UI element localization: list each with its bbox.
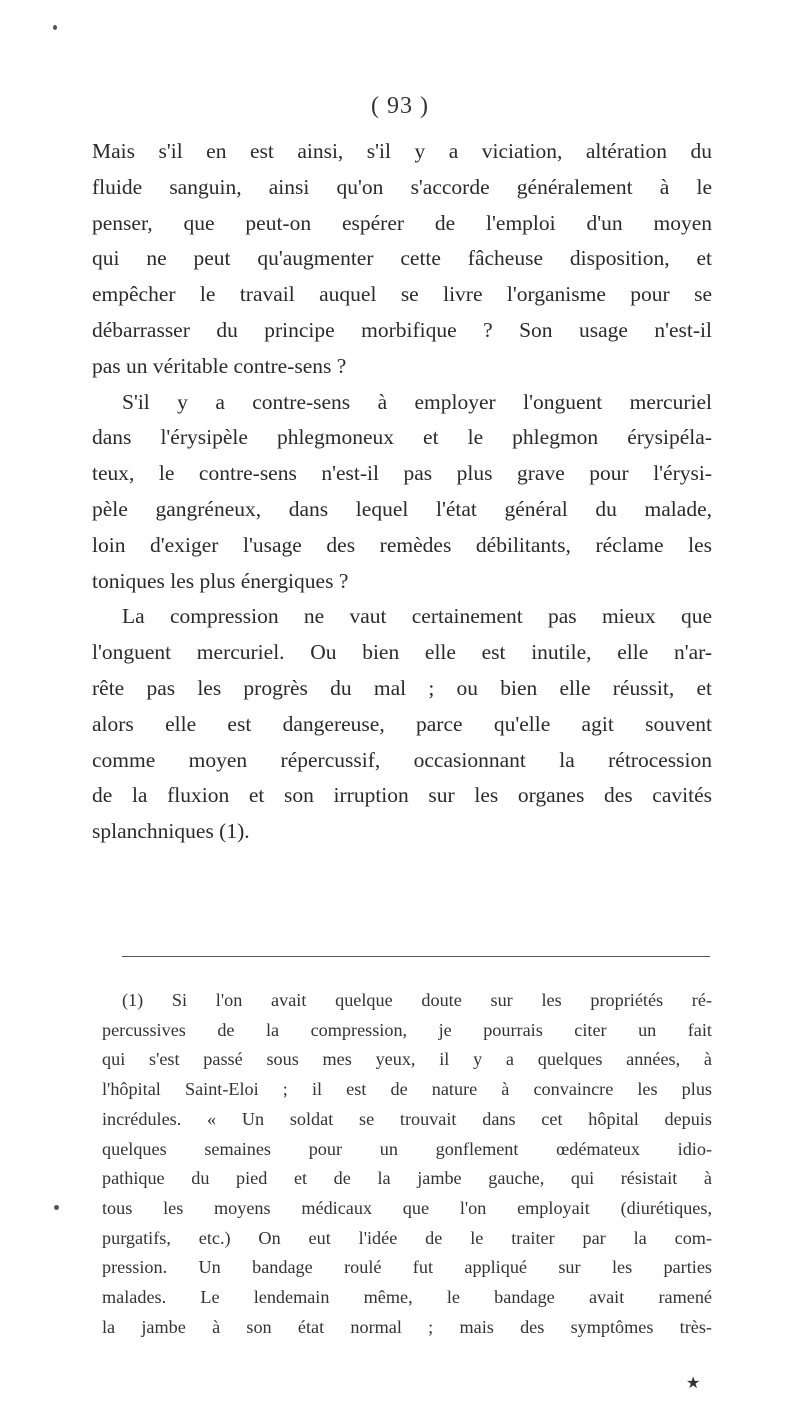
footnote-line: malades. Le lendemain même, le bandage avait ramené <box>102 1287 712 1308</box>
footnote-line: pression. Un bandage roulé fut appliqué sur les parties <box>102 1257 712 1278</box>
footnote-line: quelques semaines pour un gonflement œdémateux idio- <box>102 1138 712 1159</box>
footnote-line: (1) Si l'on avait quelque doute sur les propriétés ré- <box>122 990 712 1010</box>
footnote-line: percussives de la compression, je pourrais citer un fait <box>102 1019 712 1040</box>
text-line: pas un véritable contre-sens ? <box>92 353 347 378</box>
text-line: loin d'exiger l'usage des remèdes débilitants, réclame les <box>92 532 712 557</box>
text-line: débarrasser du principe morbifique ? Son usage n'est-il <box>92 317 712 342</box>
ink-speck <box>53 25 57 30</box>
text-line: Mais s'il en est ainsi, s'il y a viciation, altération du <box>92 139 712 163</box>
page-number: ( 93 ) <box>371 93 429 119</box>
text-line: empêcher le travail auquel se livre l'organisme pour se <box>92 282 712 307</box>
text-line: rête pas les progrès du mal ; ou bien elle réussit, et <box>92 675 712 700</box>
text-line: de la fluxion et son irruption sur les organes des cavités <box>92 783 712 808</box>
text-line: comme moyen répercussif, occasionnant la rétrocession <box>92 747 712 772</box>
footnote-separator <box>122 956 710 957</box>
footnote <box>102 986 712 1342</box>
text-line: fluide sanguin, ainsi qu'on s'accorde généralement à le <box>92 174 712 199</box>
text-line: La compression ne vaut certainement pas mieux que <box>122 604 712 629</box>
footnote-line: l'hôpital Saint-Eloi ; il est de nature à convaincre les plus <box>102 1079 712 1100</box>
text-line: pèle gangréneux, dans lequel l'état général du malade, <box>92 496 712 521</box>
ink-speck <box>54 1205 59 1210</box>
footnote-line: incrédules. « Un soldat se trouvait dans cet hôpital depuis <box>102 1108 712 1129</box>
text-line: l'onguent mercuriel. Ou bien elle est inutile, elle n'ar- <box>92 640 712 665</box>
text-line: penser, que peut-on espérer de l'emploi d'un moyen <box>92 210 712 235</box>
text-line: alors elle est dangereuse, parce qu'elle agit souvent <box>92 711 712 736</box>
text-line: S'il y a contre-sens à employer l'onguent mercuriel <box>122 389 712 414</box>
text-line: splanchniques (1). <box>92 819 250 844</box>
star-ornament-icon: ★ <box>686 1375 701 1392</box>
footnote-line: la jambe à son état normal ; mais des symptômes très- <box>102 1316 712 1337</box>
footnote-line: qui s'est passé sous mes yeux, il y a quelques années, à <box>102 1049 712 1070</box>
footnote-line: purgatifs, etc.) On eut l'idée de le traiter par la com- <box>102 1227 712 1248</box>
text-line: teux, le contre-sens n'est-il pas plus grave pour l'érysi- <box>92 461 712 486</box>
text-line: qui ne peut qu'augmenter cette fâcheuse disposition, et <box>92 246 712 271</box>
footnote-line: tous les moyens médicaux que l'on employait (diurétiques, <box>102 1197 712 1218</box>
footnote-line: pathique du pied et de la jambe gauche, qui résistait à <box>102 1168 712 1189</box>
main-text <box>92 134 712 850</box>
text-line: toniques les plus énergiques ? <box>92 568 349 593</box>
text-line: dans l'érysipèle phlegmoneux et le phlegmon érysipéla- <box>92 425 712 450</box>
